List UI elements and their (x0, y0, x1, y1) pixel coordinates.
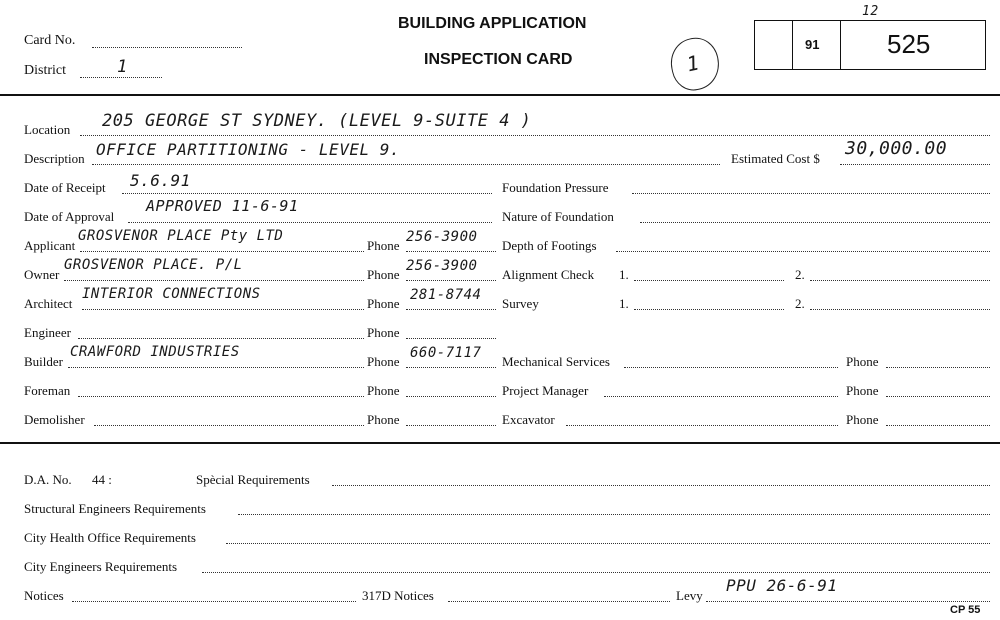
circled-number-value: 1 (684, 50, 702, 77)
depth-footings-label: Depth of Footings (502, 238, 597, 253)
project-manager-field[interactable] (604, 396, 838, 397)
architect-phone-label: Phone (367, 296, 400, 311)
mechanical-phone-field[interactable] (886, 367, 990, 368)
owner-label: Owner (24, 267, 60, 282)
survey-num2: 2. (795, 296, 805, 311)
architect-phone-value: 281-8744 (410, 287, 482, 303)
date-approval-value: APPROVED 11-6-91 (146, 197, 299, 215)
location-value: 205 GEORGE ST SYDNEY. (LEVEL 9-SUITE 4 ) (102, 111, 532, 131)
builder-field[interactable] (68, 367, 364, 368)
builder-phone-label: Phone (367, 354, 400, 369)
alignment-check-num1: 1. (619, 267, 629, 282)
demolisher-phone-field[interactable] (406, 425, 496, 426)
project-manager-phone-field[interactable] (886, 396, 990, 397)
mechanical-field[interactable] (624, 367, 838, 368)
applicant-label: Applicant (24, 238, 76, 253)
box-large-number: 525 (887, 29, 931, 59)
applicant-phone-field[interactable] (406, 251, 496, 252)
foreman-label: Foreman (24, 383, 71, 398)
notices-317d-field[interactable] (448, 601, 670, 602)
card-no-label: Card No. (24, 33, 76, 48)
project-manager-label: Project Manager (502, 383, 589, 398)
excavator-field[interactable] (566, 425, 838, 426)
form-code: CP 55 (950, 604, 981, 616)
health-label: City Health Office Requirements (24, 530, 196, 545)
district-field[interactable] (80, 77, 162, 78)
nature-foundation-field[interactable] (640, 222, 990, 223)
applicant-phone-value: 256-3900 (406, 229, 478, 245)
description-label: Description (24, 151, 85, 166)
district-label: District (24, 63, 66, 78)
foreman-field[interactable] (78, 396, 364, 397)
builder-phone-value: 660-7117 (410, 345, 482, 361)
description-value: OFFICE PARTITIONING - LEVEL 9. (96, 140, 400, 159)
notices-field[interactable] (72, 601, 356, 602)
nature-foundation-label: Nature of Foundation (502, 209, 614, 224)
estimated-cost-label: Estimated Cost $ (731, 151, 820, 166)
foreman-phone-label: Phone (367, 383, 400, 398)
levy-field[interactable] (706, 601, 990, 602)
architect-label: Architect (24, 296, 73, 311)
da-no-label: D.A. No. (24, 472, 72, 487)
demolisher-phone-label: Phone (367, 412, 400, 427)
alignment-check-field-2[interactable] (810, 280, 990, 281)
foundation-pressure-label: Foundation Pressure (502, 180, 609, 195)
architect-value: INTERIOR CONNECTIONS (82, 286, 261, 302)
survey-field-1[interactable] (634, 309, 784, 310)
estimated-cost-field[interactable] (840, 164, 990, 165)
special-req-field[interactable] (332, 485, 990, 486)
excavator-phone-field[interactable] (886, 425, 990, 426)
foreman-phone-field[interactable] (406, 396, 496, 397)
owner-phone-label: Phone (367, 267, 400, 282)
alignment-check-field-1[interactable] (634, 280, 784, 281)
owner-field[interactable] (64, 280, 364, 281)
architect-field[interactable] (82, 309, 364, 310)
applicant-phone-label: Phone (367, 238, 400, 253)
annotation-above-box: 12 (862, 4, 879, 19)
date-receipt-field[interactable] (122, 193, 492, 194)
header-divider (0, 94, 1000, 96)
circled-number (666, 34, 724, 95)
health-field[interactable] (226, 543, 990, 544)
card-number-box (754, 20, 986, 70)
location-label: Location (24, 122, 71, 137)
date-approval-label: Date of Approval (24, 209, 115, 224)
location-field[interactable] (80, 135, 990, 136)
owner-value: GROSVENOR PLACE. P/L (64, 257, 243, 273)
notices-317d-label: 317D Notices (362, 588, 434, 603)
description-field[interactable] (92, 164, 720, 165)
special-req-label: Spècial Requirements (196, 472, 310, 487)
foundation-pressure-field[interactable] (632, 193, 990, 194)
mechanical-label: Mechanical Services (502, 354, 610, 369)
architect-phone-field[interactable] (406, 309, 496, 310)
levy-value: PPU 26-6-91 (726, 576, 838, 595)
engineer-phone-label: Phone (367, 325, 400, 340)
date-approval-field[interactable] (128, 222, 492, 223)
section-divider (0, 442, 1000, 444)
engineer-label: Engineer (24, 325, 71, 340)
owner-phone-field[interactable] (406, 280, 496, 281)
date-receipt-label: Date of Receipt (24, 180, 106, 195)
levy-label: Levy (676, 588, 703, 603)
owner-phone-value: 256-3900 (406, 258, 478, 274)
project-manager-phone-label: Phone (846, 383, 879, 398)
survey-field-2[interactable] (810, 309, 990, 310)
survey-label: Survey (502, 296, 539, 311)
demolisher-field[interactable] (94, 425, 364, 426)
card-no-field[interactable] (92, 47, 242, 48)
builder-phone-field[interactable] (406, 367, 496, 368)
alignment-check-label: Alignment Check (502, 267, 595, 282)
box-small-number: 91 (805, 37, 820, 52)
da-no-value: 44 : (92, 472, 112, 487)
date-receipt-value: 5.6.91 (130, 171, 191, 190)
title-line1: BUILDING APPLICATION (398, 15, 587, 32)
survey-num1: 1. (619, 296, 629, 311)
builder-label: Builder (24, 354, 63, 369)
depth-footings-field[interactable] (616, 251, 990, 252)
district-value: 1 (117, 57, 128, 77)
city-eng-label: City Engineers Requirements (24, 559, 178, 574)
applicant-field[interactable] (80, 251, 364, 252)
excavator-phone-label: Phone (846, 412, 879, 427)
alignment-check-num2: 2. (795, 267, 805, 282)
builder-value: CRAWFORD INDUSTRIES (70, 344, 240, 360)
estimated-cost-value: 30,000.00 (845, 138, 948, 159)
engineer-phone-field[interactable] (406, 338, 496, 339)
applicant-value: GROSVENOR PLACE Pty LTD (78, 228, 284, 244)
engineer-field[interactable] (78, 338, 364, 339)
mechanical-phone-label: Phone (846, 354, 879, 369)
structural-label: Structural Engineers Requirements (24, 501, 206, 516)
structural-field[interactable] (238, 514, 990, 515)
title-line2: INSPECTION CARD (424, 51, 573, 68)
excavator-label: Excavator (502, 412, 555, 427)
notices-label: Notices (24, 588, 64, 603)
city-eng-field[interactable] (202, 572, 990, 573)
demolisher-label: Demolisher (24, 412, 85, 427)
